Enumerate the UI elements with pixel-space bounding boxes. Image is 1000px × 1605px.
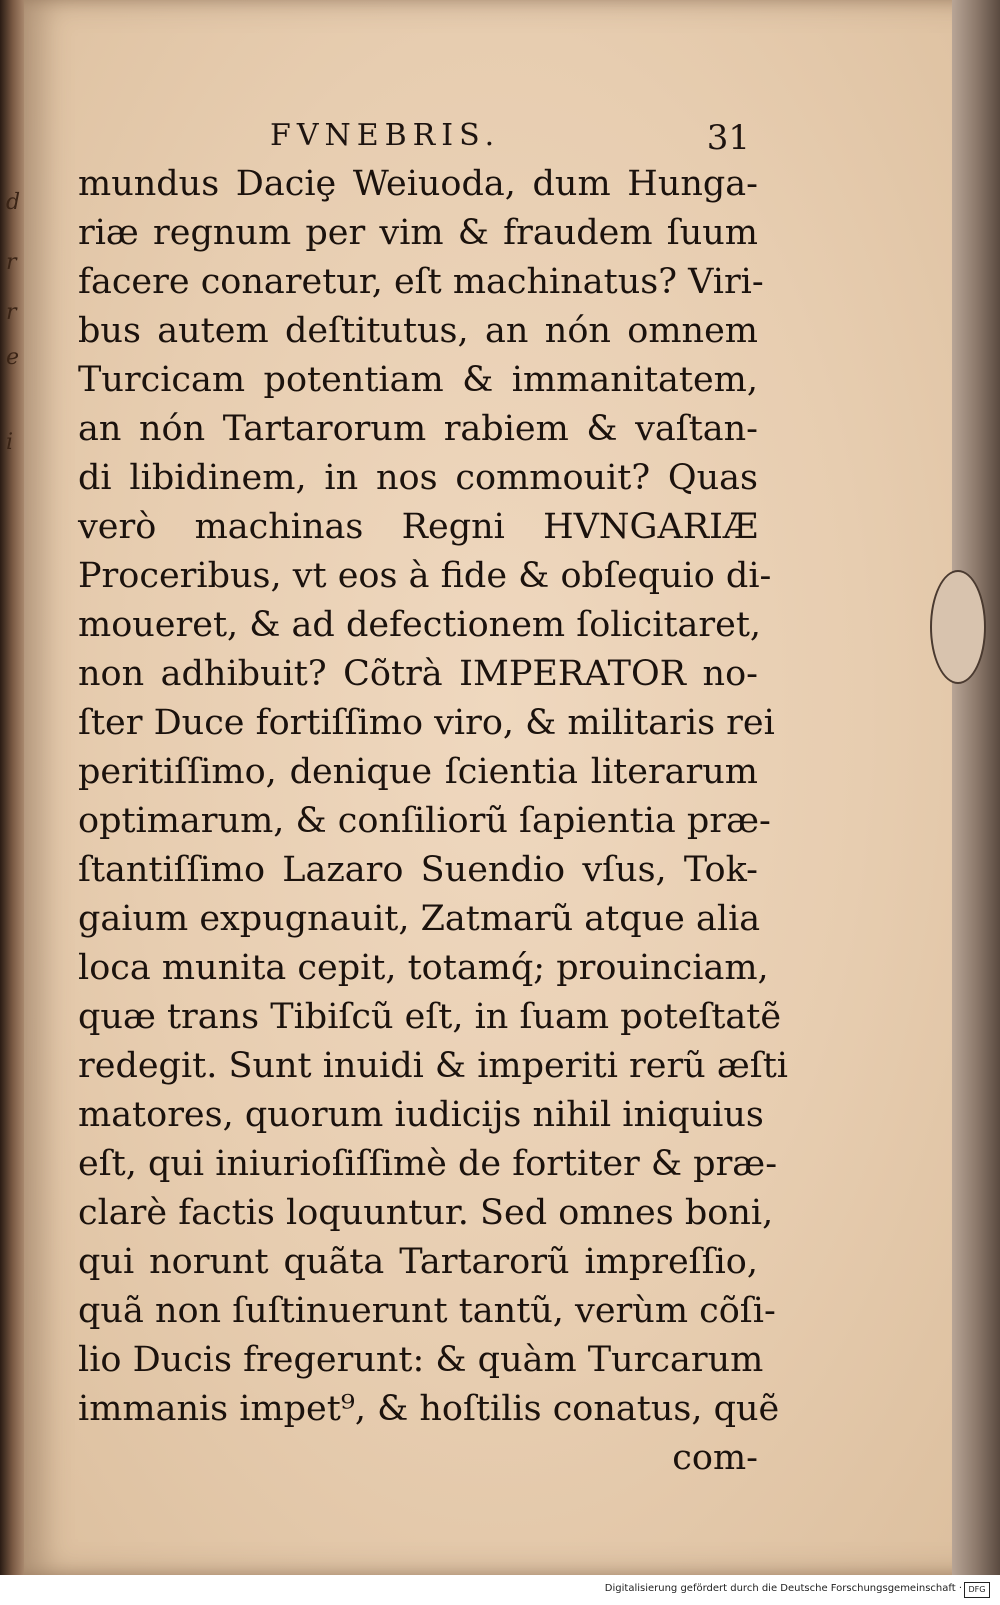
text-line: an nón Tartarorum rabiem & vaſtan-	[78, 409, 758, 449]
catchword: com-	[672, 1438, 758, 1478]
page-edge	[952, 0, 1000, 1575]
text-line: ſter Duce fortiſſimo viro, & militaris rei	[78, 703, 775, 743]
text-line: matores, quorum iudicijs nihil iniquius	[78, 1095, 764, 1135]
text-line: clarè factis loquuntur. Sed omnes boni,	[78, 1193, 774, 1233]
page-header	[270, 118, 750, 158]
text-line: lio Ducis fregerunt: & quàm Turcarum	[78, 1340, 764, 1380]
text-line: peritiſſimo, denique ſcientia literarum	[78, 752, 758, 792]
text-line: qui norunt quãta Tartarorũ impreſſio,	[78, 1242, 758, 1282]
text-line: eſt, qui iniurioſiſſimè de fortiter & præ-	[78, 1144, 778, 1184]
text-line: facere conaretur, eſt machinatus? Viri-	[78, 262, 764, 302]
text-line: bus autem deſtitutus, an nón omnem	[78, 311, 758, 351]
text-line: di libidinem, in nos commouit? Quas	[78, 458, 758, 498]
text-line: riæ regnum per vim & fraudem ſuum	[78, 213, 758, 253]
text-line: quæ trans Tibiſcũ eſt, in ſuam poteſtatẽ	[78, 997, 782, 1037]
funding-credit: Digitalisierung gefördert durch die Deutsche Forschungsgemeinschaft ·	[604, 1583, 962, 1594]
text-line: quã non ſuſtinuerunt tantũ, verùm cõſi-	[78, 1291, 776, 1331]
text-line: non adhibuit? Cõtrà IMPERATOR no-	[78, 654, 758, 694]
margin-fragment: d	[6, 190, 21, 215]
page-tab	[930, 570, 986, 684]
text-line: optimarum, & conſiliorũ ſapientia præ-	[78, 801, 771, 841]
margin-fragment: e	[6, 345, 20, 370]
dfg-logo: DFG	[964, 1582, 990, 1598]
text-line: moueret, & ad defectionem ſolicitaret,	[78, 605, 762, 645]
text-line: verò machinas Regni HVNGARIÆ	[78, 507, 758, 547]
page-number: 31	[706, 118, 750, 158]
text-line: mundus Daciȩ Weiuoda, dum Hunga-	[78, 164, 758, 204]
margin-fragment: i	[6, 430, 14, 455]
text-line: Turcicam potentiam & immanitatem,	[78, 360, 758, 400]
text-line: immanis impet⁹, & hoſtilis conatus, quẽ	[78, 1389, 780, 1429]
margin-fragment: r	[6, 250, 17, 275]
text-line: loca munita cepit, totamq́; prouinciam,	[78, 948, 769, 988]
text-line: gaium expugnauit, Zatmarũ atque alia	[78, 899, 761, 939]
margin-fragment: r	[6, 300, 17, 325]
text-line: Proceribus, vt eos à fide & obſequio di-	[78, 556, 772, 596]
text-line: ſtantiſſimo Lazaro Suendio vſus, Tok-	[78, 850, 758, 890]
body-text	[78, 160, 788, 1483]
footer-bar	[0, 1575, 1000, 1605]
text-line: redegit. Sunt inuidi & imperiti rerũ æſti	[78, 1046, 788, 1086]
running-title: FVNEBRIS.	[270, 118, 501, 153]
